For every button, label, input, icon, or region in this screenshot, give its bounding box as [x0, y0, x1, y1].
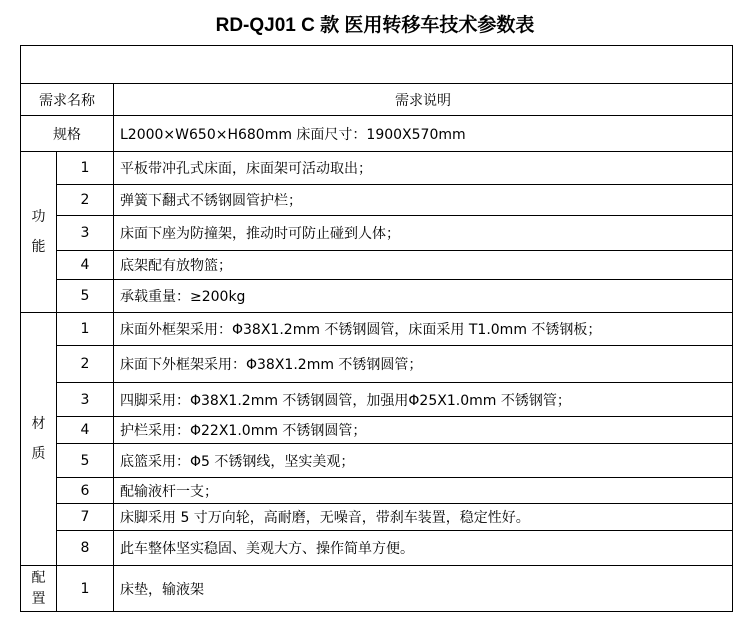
desc-column-header: 需求说明 [114, 84, 733, 116]
spec-value: L2000×W650×H680mm 床面尺寸：1900X570mm [114, 116, 733, 152]
item-number: 4 [57, 251, 114, 280]
item-number: 3 [57, 216, 114, 251]
config-row [21, 566, 733, 612]
config-category-label [21, 566, 57, 612]
function-row [21, 216, 733, 251]
item-number: 5 [57, 444, 114, 478]
item-text: 护栏采用：Φ22X1.0mm 不锈钢圆管； [114, 417, 733, 444]
item-number: 1 [57, 566, 114, 612]
material-category-label [21, 313, 57, 566]
config-label-char: 置 [31, 590, 46, 607]
item-number: 1 [57, 152, 114, 185]
item-text: 床面下座为防撞架，推动时可防止碰到人体； [114, 216, 733, 251]
item-number: 5 [57, 280, 114, 313]
function-label-char: 功 [31, 209, 46, 225]
item-text: 床面下外框架采用：Φ38X1.2mm 不锈钢圆管； [114, 346, 733, 383]
material-label-char: 质 [31, 446, 46, 462]
item-text: 四脚采用：Φ38X1.2mm 不锈钢圆管，加强用Φ25X1.0mm 不锈钢管； [114, 383, 733, 417]
material-row [21, 531, 733, 566]
material-row [21, 504, 733, 531]
header-row [21, 84, 733, 116]
blank-header-row [21, 46, 733, 84]
item-text: 底篮采用：Φ5 不锈钢线，坚实美观； [114, 444, 733, 478]
spec-table [20, 45, 733, 612]
spec-row [21, 116, 733, 152]
function-row [21, 185, 733, 216]
material-row [21, 478, 733, 504]
item-number: 6 [57, 478, 114, 504]
document-title: RD-QJ01 C 款 医用转移车技术参数表 [215, 15, 535, 36]
item-text: 底架配有放物篮； [114, 251, 733, 280]
function-row [21, 251, 733, 280]
config-label-char: 配 [31, 569, 46, 586]
material-row [21, 383, 733, 417]
item-text: 平板带冲孔式床面，床面架可活动取出； [114, 152, 733, 185]
item-number: 1 [57, 313, 114, 346]
spec-label: 规格 [21, 116, 114, 152]
item-number: 8 [57, 531, 114, 566]
item-text: 承载重量：≥200kg [114, 280, 733, 313]
function-row [21, 152, 733, 185]
item-text: 床垫，输液架 [114, 566, 733, 612]
material-label-char: 材 [31, 416, 46, 432]
item-number: 2 [57, 185, 114, 216]
material-row [21, 346, 733, 383]
blank-cell [21, 46, 733, 84]
item-number: 2 [57, 346, 114, 383]
item-text: 床脚采用 5 寸万向轮，高耐磨，无噪音，带刹车装置，稳定性好。 [114, 504, 733, 531]
item-text: 弹簧下翻式不锈钢圆管护栏； [114, 185, 733, 216]
item-number: 7 [57, 504, 114, 531]
item-text: 此车整体坚实稳固、美观大方、操作简单方便。 [114, 531, 733, 566]
material-row [21, 313, 733, 346]
name-column-header: 需求名称 [21, 84, 114, 116]
item-text: 床面外框架采用：Φ38X1.2mm 不锈钢圆管，床面采用 T1.0mm 不锈钢板； [114, 313, 733, 346]
material-row [21, 417, 733, 444]
function-category-label [21, 152, 57, 313]
function-row [21, 280, 733, 313]
function-label-char: 能 [31, 239, 46, 255]
item-text: 配输液杆一支； [114, 478, 733, 504]
material-row [21, 444, 733, 478]
item-number: 3 [57, 383, 114, 417]
item-number: 4 [57, 417, 114, 444]
